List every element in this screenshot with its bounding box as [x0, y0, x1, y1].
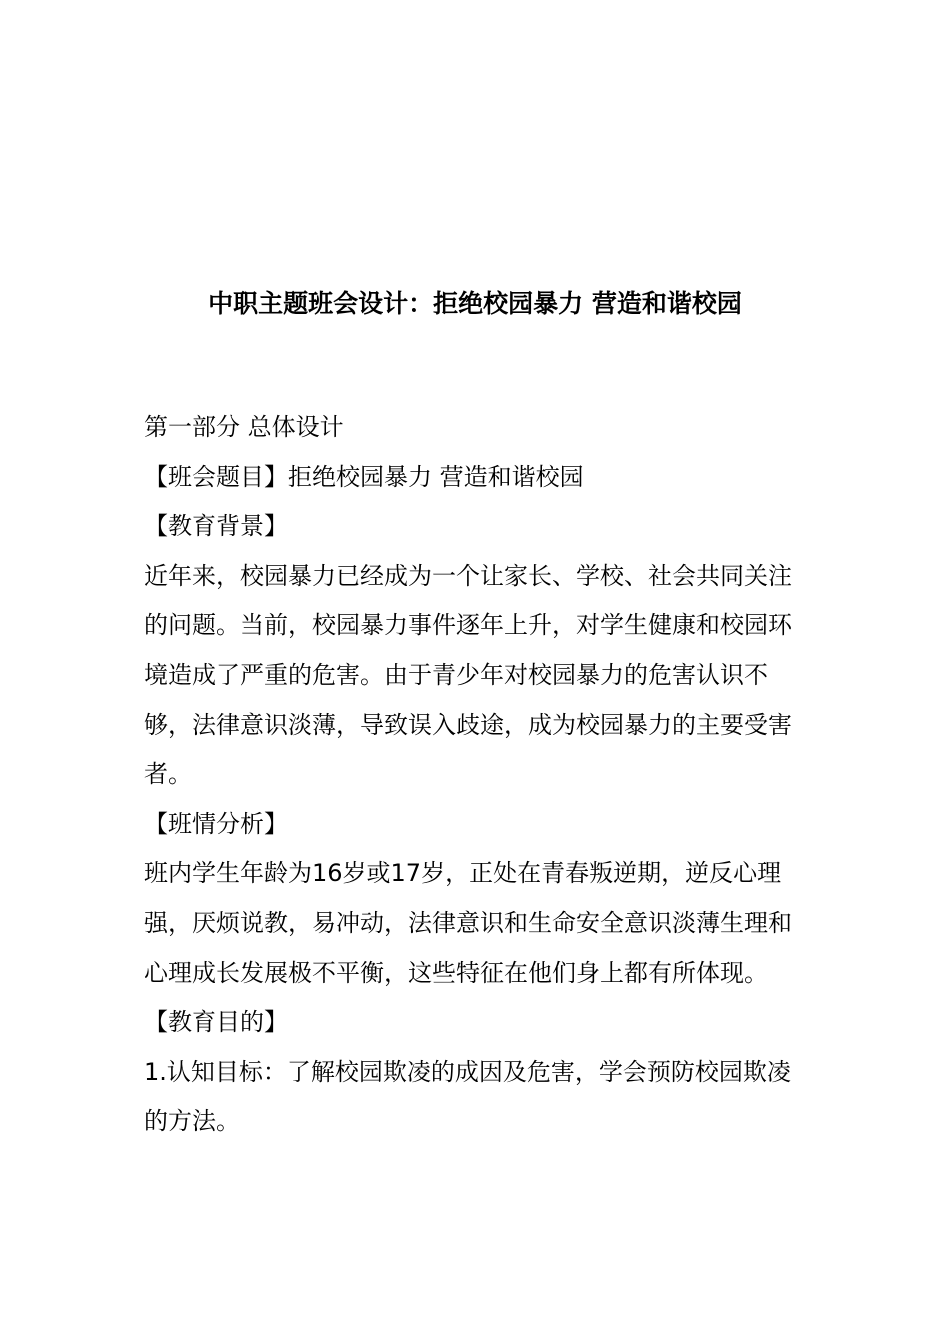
education-background-heading: 【教育背景】: [144, 512, 288, 541]
section-heading: 第一部分 总体设计: [144, 413, 344, 441]
document-title: 中职主题班会设计：拒绝校园暴力 营造和谐校园: [208, 289, 742, 318]
education-background-text: 近年来，校园暴力已经成为一个让家长、学校、社会共同关注的问题。当前，校园暴力事件逐年上升，对学生健康和校园环境造成了严重的危害。由于青少年对校园暴力的危害认识不够，法律意识淡薄，导致误入歧途，成为校园暴力的主要受害者。: [144, 561, 792, 789]
education-goal-heading: 【教育目的】: [144, 1008, 288, 1037]
class-analysis-text: 班内学生年龄为16岁或17岁，正处在青春叛逆期，逆反心理强，厌烦说教，易冲动，法律意识和生命安全意识淡薄生理和心理成长发展极不平衡，这些特征在他们身上都有所体现。: [144, 859, 792, 987]
class-analysis-heading: 【班情分析】: [144, 809, 288, 838]
education-goal-text: 1.认知目标：了解校园欺凌的成因及危害，学会预防校园欺凌的方法。: [144, 1057, 791, 1136]
document-body: [144, 403, 808, 1147]
class-meeting-topic: 【班会题目】拒绝校园暴力 营造和谐校园: [144, 462, 584, 491]
